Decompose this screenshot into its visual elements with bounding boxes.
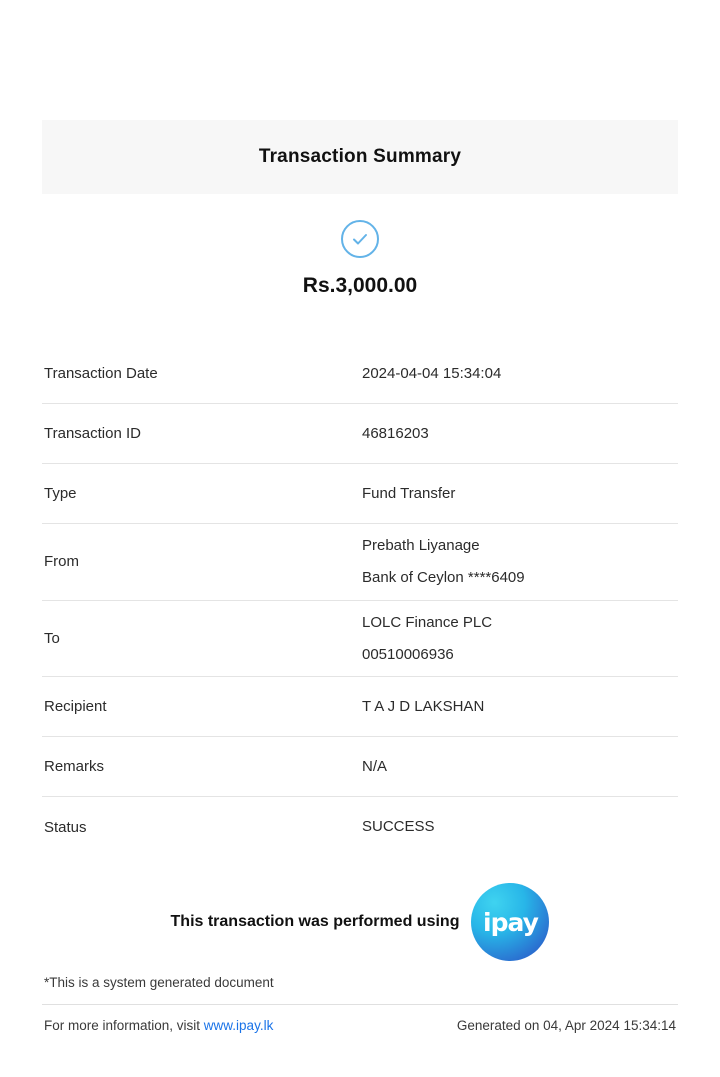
row-value — [362, 611, 678, 667]
row-value-line2: Bank of Ceylon ****6409 — [362, 569, 525, 587]
footer-info — [44, 1018, 273, 1033]
row-value-line1: Prebath Liyanage — [362, 537, 480, 554]
performed-using-text: This transaction was performed using — [170, 913, 460, 930]
table-row — [42, 524, 678, 601]
table-row — [42, 677, 678, 737]
system-generated-note: *This is a system generated document — [44, 975, 274, 990]
footer-prefix-text: For more information, visit — [44, 1018, 204, 1033]
row-label: Type — [44, 485, 77, 502]
table-row — [42, 464, 678, 524]
page-title: Transaction Summary — [258, 146, 462, 167]
amount-value: Rs.3,000.00 — [302, 274, 418, 297]
table-row — [42, 797, 678, 857]
ipay-website-link[interactable]: www.ipay.lk — [203, 1018, 274, 1033]
document-footer — [42, 1004, 678, 1033]
row-value-line2: 00510006936 — [362, 645, 454, 663]
row-label: Transaction Date — [44, 365, 158, 382]
row-label: To — [44, 629, 60, 647]
row-label: Transaction ID — [44, 425, 141, 442]
row-value: Fund Transfer — [362, 484, 456, 502]
row-label: Remarks — [44, 758, 105, 775]
status-badge: SUCCESS — [362, 818, 435, 836]
row-value — [362, 534, 678, 590]
performed-using-block — [42, 879, 678, 965]
summary-header — [42, 120, 678, 194]
row-value: 2024-04-04 15:34:04 — [362, 364, 502, 382]
row-label: From — [44, 553, 79, 571]
ipay-logo-text: ipay — [483, 907, 538, 937]
ipay-logo-icon — [471, 883, 549, 961]
row-label: Status — [44, 818, 87, 836]
row-value: T A J D LAKSHAN — [362, 697, 485, 715]
row-value-line1: LOLC Finance PLC — [362, 613, 493, 631]
row-value: N/A — [362, 757, 388, 775]
transaction-summary-sheet — [42, 120, 678, 1033]
table-row — [42, 737, 678, 797]
check-circle-icon — [341, 220, 379, 258]
table-row — [42, 404, 678, 464]
table-row — [42, 601, 678, 678]
row-value: 46816203 — [362, 424, 429, 442]
generated-on-text: Generated on 04, Apr 2024 15:34:14 — [456, 1018, 676, 1033]
row-label: Recipient — [44, 698, 107, 715]
amount-block — [42, 194, 678, 298]
table-row — [42, 344, 678, 404]
details-table — [42, 344, 678, 857]
